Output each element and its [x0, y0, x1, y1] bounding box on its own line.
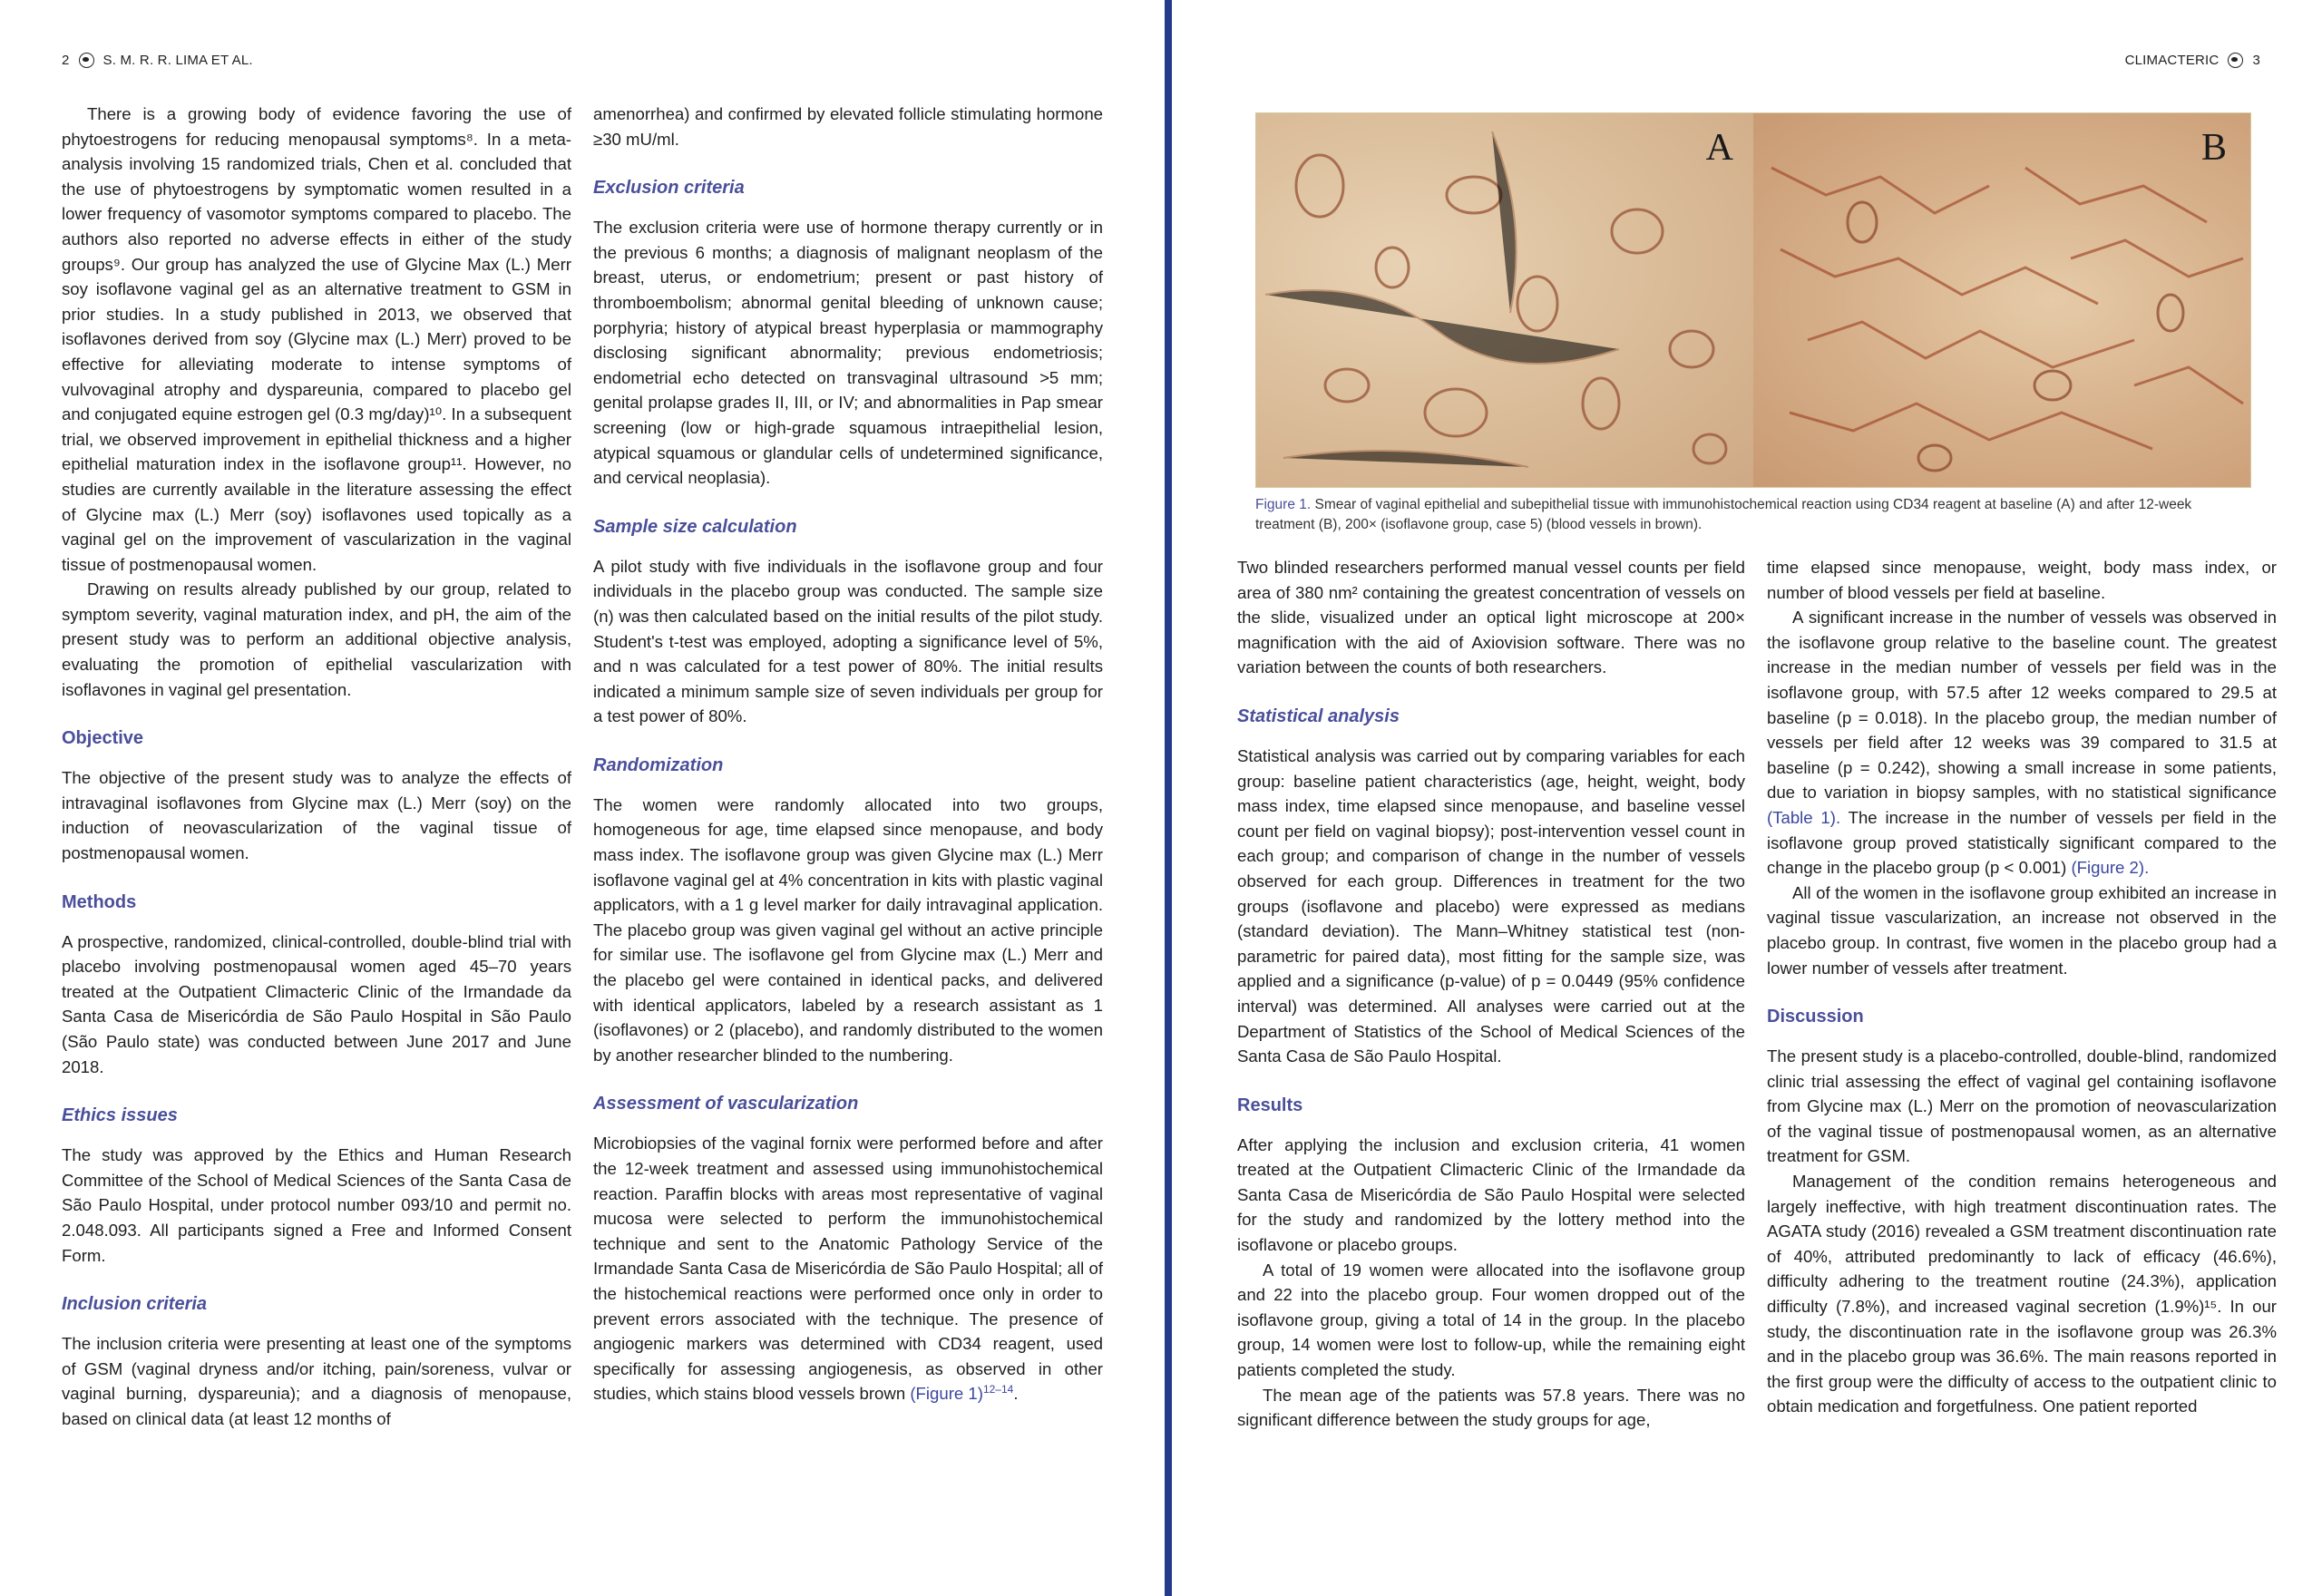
reference-link[interactable]: 12–14 — [982, 1383, 1014, 1396]
right-column-2 — [1767, 555, 2277, 1419]
left-page-number: 2 — [62, 53, 70, 68]
randomization-heading: Randomization — [593, 754, 724, 775]
increase-text: A significant increase in the number of vessels was observed in the isoflavone group relative to the baseline count. The greatest increase in the median number of vessels per field was in the isoflavone group, with 57.5 after 12 weeks compared to 29.5 at baseline (p = 0.018). In the placebo group, the median number of vessels per field after 12 weeks was 39 compared to 31.5 at baseline (p = 0.242), showing a small increase in some patients, due to variation in biopsy samples, with no statistical significance — [1767, 608, 2277, 803]
left-column-2 — [593, 102, 1103, 1406]
statistical-analysis-text: Statistical analysis was carried out by comparing variables for each group: baseline patient characteristics (age, height, weight, body mass index, time elapsed since menopause, and baseline vessel count per field on vaginal biopsy); post-intervention vessel count in each group; and comparison of change in the number of vessels observed for each group. Differences in treatment for the two groups (isoflavone and placebo) were expressed as medians (standard deviation). The Mann–Whitney statistical test (non-parametric for paired data), most fitting for the sample size, was applied and a significance (p-value) of p = 0.0449 (95% confidence interval) was determined. All analyses were carried out at the Department of Statistics of the School of Medical Sciences of the Santa Casa de São Paulo Hospital. — [1237, 745, 1745, 1066]
right-running-head — [2125, 53, 2260, 68]
right-running-head-text: CLIMACTERIC — [2124, 53, 2220, 68]
table-1-link[interactable]: (Table 1). — [1767, 807, 1841, 827]
figure-caption-text: Smear of vaginal epithelial and subepithelial tissue with immunohistochemical reaction using CD34 reagent at baseline (A) and after 12-week treatment (B), 200× (isoflavone group, case 5) (blood vessels in brown). — [1255, 497, 2192, 532]
results-paragraph-1: After applying the inclusion and exclusion criteria, 41 women treated at the Outpatient Climacteric Clinic of the Irmandade da Santa Casa de Misericórdia de São Paulo Hospital were selected for the study and randomized by the lottery method into the isoflavone or placebo groups. — [1237, 1134, 1745, 1255]
left-running-head — [62, 53, 253, 68]
vascularization-end: . — [1013, 1384, 1019, 1404]
discussion-paragraph-2: Management of the condition remains heterogeneous and largely ineffective, with high treatment discontinuation rates. The AGATA study (2016) revealed a GSM treatment discontinuation rate of 40%, attributed predominantly to lack of efficacy (46.6%), difficulty adhering to the treatment routine (24.3%), application difficulty (7.8%), and increased vaginal secretion (1.9%)¹⁵. In our study, the discontinuation rate in the isoflavone group was 26.3% and in the placebo group was 36.6%. The main reasons reported in the first group were the difficulty of access to the outpatient clinic to obtain medication and forgetfulness. One patient reported — [1767, 1172, 2277, 1416]
randomization-text: The women were randomly allocated into two groups, homogeneous for age, time elapsed since menopause, and body mass index. The isoflavone group was given Glycine max (L.) Merr isoflavone vaginal gel at 4% concentration in kits with plastic vaginal applicators, with a 1 g level marker for daily intravaginal application. The placebo group was given vaginal gel without an active principle for similar use. The isoflavone gel from Glycine max (L.) Merr and the placebo gel were contained in identical packs, and delivered with identical applicators, labeled by a research assistant as 1 (isoflavones) or 2 (placebo), and randomly distributed to the women by another researcher blinded to the numbering. — [593, 794, 1103, 1065]
results-paragraph-3: The mean age of the patients was 57.8 years. There was no significant difference between the study groups for age, — [1237, 1385, 1745, 1430]
right-page — [1172, 0, 2322, 1596]
journal-logo-icon — [2228, 53, 2243, 68]
all-women-text: All of the women in the isoflavone group exhibited an increase in vaginal tissue vascularization, an increase not observed in the placebo group. In contrast, five women in the placebo group had a lower number of vessels after treatment. — [1767, 882, 2277, 978]
page-divider — [1165, 0, 1172, 1596]
vessel-count-text: Two blinded researchers performed manual vessel counts per field area of 380 nm² containing the greatest concentration of vessels on the slide, visualized under an optical light microscope at 200× magnification with the aid of Axiovision software. There was no variation between the counts of both researchers. — [1237, 558, 1745, 677]
inclusion-text: The inclusion criteria were presenting at least one of the symptoms of GSM (vaginal dryness and/or itching, pain/soreness, vulvar or vaginal burning, dyspareunia); and a diagnosis of menopause, based on clinical data (at least 12 months of — [62, 1334, 571, 1428]
discussion-paragraph-1: The present study is a placebo-controlled, double-blind, randomized clinic trial assessing the effect of vaginal gel containing isoflavone from Glycine max (L.) Merr on the promotion of neovascularization of the vaginal tissue of postmenopausal women, as an alternative treatment for GSM. — [1767, 1046, 2277, 1166]
left-column-1 — [62, 102, 571, 1432]
figure-1 — [1255, 112, 2251, 488]
vascularization-heading: Assessment of vascularization — [593, 1094, 859, 1114]
figure-1-link[interactable]: (Figure 1) — [910, 1384, 983, 1404]
increase-paragraph — [1767, 605, 2277, 881]
baseline-continuation-text: time elapsed since menopause, weight, body mass index, or number of blood vessels per field at baseline. — [1767, 558, 2277, 602]
figure-1-caption — [1255, 495, 2249, 535]
vascularization-paragraph — [593, 1131, 1103, 1406]
figure-caption-label: Figure 1. — [1255, 497, 1312, 512]
left-running-head-text: S. M. R. R. LIMA ET AL. — [102, 53, 253, 68]
figure-panel-b — [1753, 113, 2250, 487]
figure-2-link[interactable]: (Figure 2). — [2071, 858, 2150, 878]
vessel-texture-b — [1753, 113, 2250, 487]
vessel-texture-a — [1256, 113, 1753, 487]
intro-paragraph-1: There is a growing body of evidence favoring the use of phytoestrogens for reducing menopausal symptoms⁸. In a meta-analysis involving 15 randomized trials, Chen et al. concluded that the use of phytoestrogens by symptomatic women resulted in a lower frequency of vasomotor symptoms compared to placebo. The authors also reported no adverse effects in either of the study groups⁹. Our group has analyzed the use of Glycine Max (L.) Merr soy isoflavone vaginal gel as an alternative treatment to GSM in prior studies. In a study published in 2013, we observed that isoflavones derived from soy (Glycine max (L.) Merr) proved to be effective for alleviating moderate to intense symptoms of vulvovaginal atrophy and dyspareunia, compared to placebo gel and conjugated equine estrogen gel (0.3 mg/day)¹⁰. In a subsequent trial, we observed improvement in epithelial thickness and a higher epithelial maturation index in the isoflavone group¹¹. However, no studies are currently available in the literature assessing the effect of Glycine max (L.) Merr (soy) isoflavones used topically as a vaginal gel on the improvement of vascularization in the vaginal tissue of postmenopausal women. — [62, 104, 571, 574]
ethics-text: The study was approved by the Ethics and Human Research Committee of the School of Medical Sciences of the Santa Casa de São Paulo Hospital, under protocol number 093/10 and permit no. 2.048.093. All participants signed a Free and Informed Consent Form. — [62, 1145, 571, 1265]
figure-panel-a — [1256, 113, 1753, 487]
vascularization-text: Microbiopsies of the vaginal fornix were performed before and after the 12-week treatment and assessed using immunohistochemical reaction. Paraffin blocks with areas most representative of vaginal mucosa were selected to perform the immunohistochemical technique and sent to the Anatomic Pathology Service of the Irmandade Santa Casa de Misericórdia de São Paulo Hospital; all of the histochemical reactions were performed once only in order to prevent errors associated with the technique. The presence of angiogenic markers was determined with CD34 reagent, used specifically for assessing angiogenesis, as observed in other studies, which stains blood vessels brown — [593, 1134, 1103, 1404]
discussion-heading: Discussion — [1767, 1007, 1864, 1027]
objective-text: The objective of the present study was to analyze the effects of intravaginal isoflavones from Glycine max (L.) Merr (soy) on the induction of neovascularization of the vaginal tissue of postmenopausal women. — [62, 768, 571, 863]
journal-logo-icon — [79, 53, 94, 68]
inclusion-heading: Inclusion criteria — [62, 1294, 208, 1315]
increase-text-2: The increase in the number of vessels per field in the isoflavone group proved statistically significant compared to the change in the placebo group (p < 0.001) — [1767, 807, 2278, 878]
amenorrhea-text: amenorrhea) and confirmed by elevated follicle stimulating hormone ≥30 mU/ml. — [593, 104, 1103, 149]
statistical-analysis-heading: Statistical analysis — [1237, 706, 1400, 726]
right-column-1 — [1237, 555, 1745, 1433]
exclusion-heading: Exclusion criteria — [593, 178, 745, 199]
exclusion-text: The exclusion criteria were use of hormone therapy currently or in the previous 6 months; a diagnosis of malignant neoplasm of the breast, uterus, or endometrium; present or past history of thromboembolism; abnormal genital bleeding of unknown cause; porphyria; history of atypical breast hyperplasia or mammography disclosing significant abnormality; previous endometriosis; endometrial echo detected on transvaginal ultrasound >5 mm; genital prolapse grades II, III, or IV; and abnormalities in Pap smear screening (low or high-grade squamous intraepithelial lesion, atypical squamous or glandular cells of undetermined significance, and cervical neoplasia). — [593, 218, 1103, 488]
objective-heading: Objective — [62, 728, 144, 749]
results-heading: Results — [1237, 1095, 1303, 1115]
results-paragraph-2: A total of 19 women were allocated into the isoflavone group and 22 into the placebo group. Four women dropped out of the isoflavone group, giving a total of 14 in the group. In the placebo group, 14 women were lost to follow-up, while the remaining eight patients completed the study. — [1237, 1260, 1745, 1380]
panel-label-a: A — [1705, 127, 1733, 169]
sample-size-heading: Sample size calculation — [593, 516, 797, 537]
panel-label-b: B — [2200, 127, 2227, 169]
methods-heading: Methods — [62, 891, 137, 912]
methods-text: A prospective, randomized, clinical-controlled, double-blind trial with placebo involving postmenopausal women aged 45–70 years treated at the Outpatient Climacteric Clinic of the Irmandade da Santa Casa de Misericórdia de São Paulo Hospital in São Paulo (São Paulo state) was conducted between June 2017 and June 2018. — [62, 931, 571, 1076]
ethics-heading: Ethics issues — [62, 1105, 178, 1126]
intro-paragraph-2: Drawing on results already published by our group, related to symptom severity, vaginal maturation index, and pH, the aim of the present study was to perform an additional objective analysis, evaluating the promotion of epithelial vascularization with isoflavones in vaginal gel presentation. — [62, 579, 571, 699]
right-page-number: 3 — [2252, 53, 2260, 68]
sample-size-text: A pilot study with five individuals in the isoflavone group and four individuals in the placebo group was conducted. The sample size (n) was then calculated based on the initial results of the pilot study. Student's t-test was employed, adopting a significance level of 5%, and n was calculated for a test power of 80%. The initial results indicated a minimum sample size of seven individuals per group for a test power of 80%. — [593, 556, 1103, 726]
